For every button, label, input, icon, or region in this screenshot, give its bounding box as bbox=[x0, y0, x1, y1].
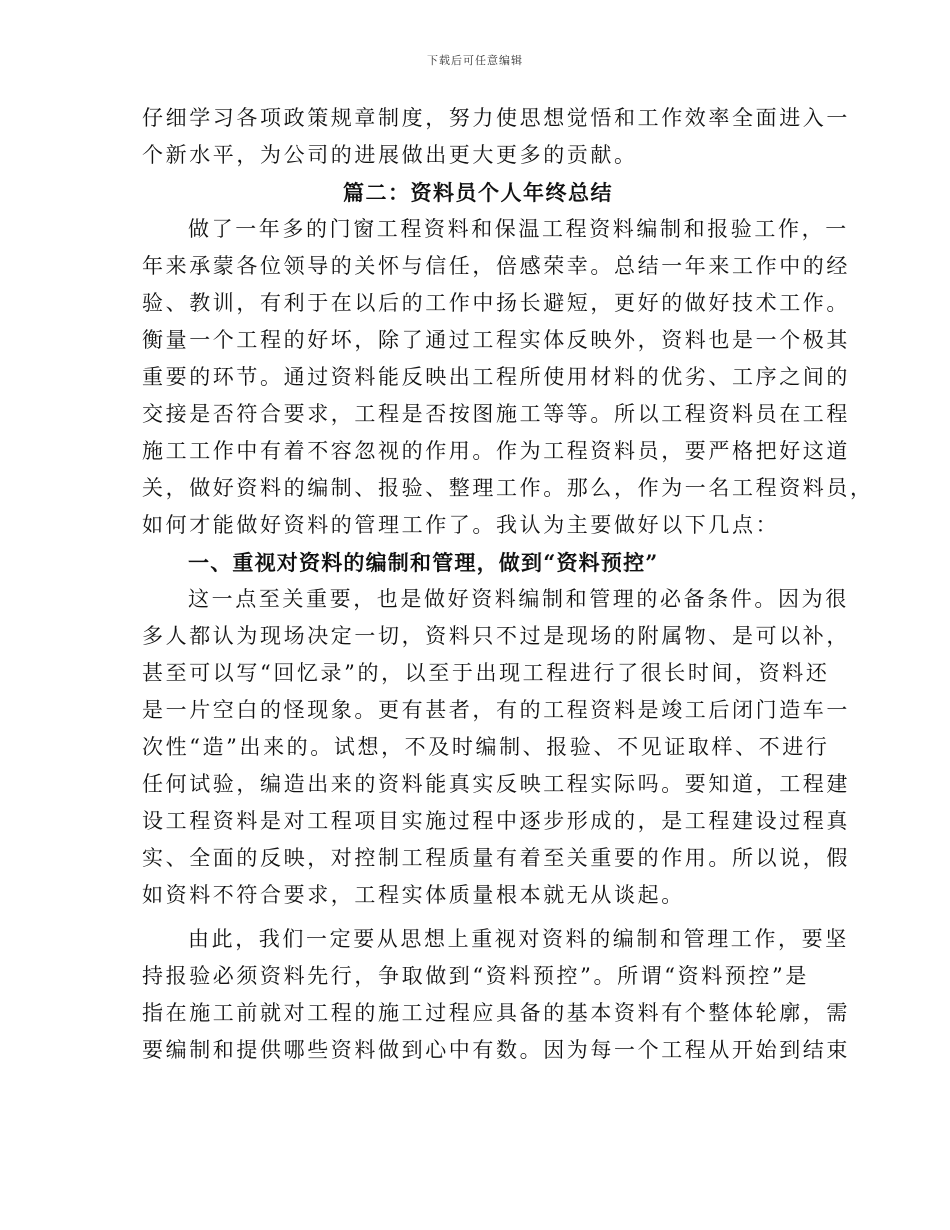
body-line: 是一片空白的怪现象。更有甚者，有的工程资料是竣工后闭门造车一 bbox=[142, 698, 850, 722]
paragraph-first-line: 做了一年多的门窗工程资料和保温工程资料编制和报验工作，一 bbox=[188, 217, 849, 241]
body-line: 任何试验，编造出来的资料能真实反映工程实际吗。要知道，工程建 bbox=[142, 772, 850, 796]
document-body bbox=[142, 100, 874, 1069]
body-line: 年来承蒙各位领导的关怀与信任，倍感荣幸。总结一年来工作中的经 bbox=[142, 254, 850, 278]
body-line: 衡量一个工程的好坏，除了通过工程实体反映外，资料也是一个极其 bbox=[142, 328, 850, 352]
body-line: 如资料不符合要求，工程实体质量根本就无从谈起。 bbox=[142, 883, 685, 907]
body-line: 施工工作中有着不容忽视的作用。作为工程资料员，要严格把好这道 bbox=[142, 439, 850, 463]
body-line: 关，做好资料的编制、报验、整理工作。那么，作为一名工程资料员， bbox=[142, 476, 874, 500]
page-header: 下载后可任意编辑 bbox=[427, 54, 523, 67]
body-line: 交接是否符合要求，工程是否按图施工等等。所以工程资料员在工程 bbox=[142, 402, 850, 426]
body-line: 要编制和提供哪些资料做到心中有数。因为每一个工程从开始到结束 bbox=[142, 1038, 850, 1062]
body-line: 如何才能做好资料的管理工作了。我认为主要做好以下几点： bbox=[142, 513, 780, 537]
paragraph-first-line: 由此，我们一定要从思想上重视对资料的编制和管理工作，要坚 bbox=[188, 927, 849, 951]
paragraph-first-line: 这一点至关重要，也是做好资料编制和管理的必备条件。因为很 bbox=[188, 587, 849, 611]
body-line: 多人都认为现场决定一切，资料只不过是现场的附属物、是可以补， bbox=[142, 624, 850, 648]
body-line: 仔细学习各项政策规章制度，努力使思想觉悟和工作效率全面进入一 bbox=[142, 106, 850, 130]
body-line: 实、全面的反映，对控制工程质量有着至关重要的作用。所以说，假 bbox=[142, 846, 850, 870]
body-line: 个新水平，为公司的进展做出更大更多的贡献。 bbox=[142, 143, 638, 167]
subsection-heading: 一、重视对资料的编制和管理，做到“资料预控” bbox=[188, 550, 659, 575]
body-line: 甚至可以写“回忆录”的，以至于出现工程进行了很长时间，资料还 bbox=[142, 661, 830, 685]
body-line: 重要的环节。通过资料能反映出工程所使用材料的优劣、工序之间的 bbox=[142, 365, 850, 389]
section-title: 篇二：资料员个人年终总结 bbox=[343, 180, 613, 205]
body-line: 次性“造”出来的。试想，不及时编制、报验、不见证取样、不进行 bbox=[142, 735, 830, 759]
body-line: 持报验必须资料先行，争取做到“资料预控”。所谓“资料预控”是 bbox=[142, 964, 809, 988]
body-line: 设工程资料是对工程项目实施过程中逐步形成的，是工程建设过程真 bbox=[142, 809, 850, 833]
body-line: 指在施工前就对工程的施工过程应具备的基本资料有个整体轮廓，需 bbox=[142, 1001, 850, 1025]
body-line: 验、教训，有利于在以后的工作中扬长避短，更好的做好技术工作。 bbox=[142, 291, 850, 315]
